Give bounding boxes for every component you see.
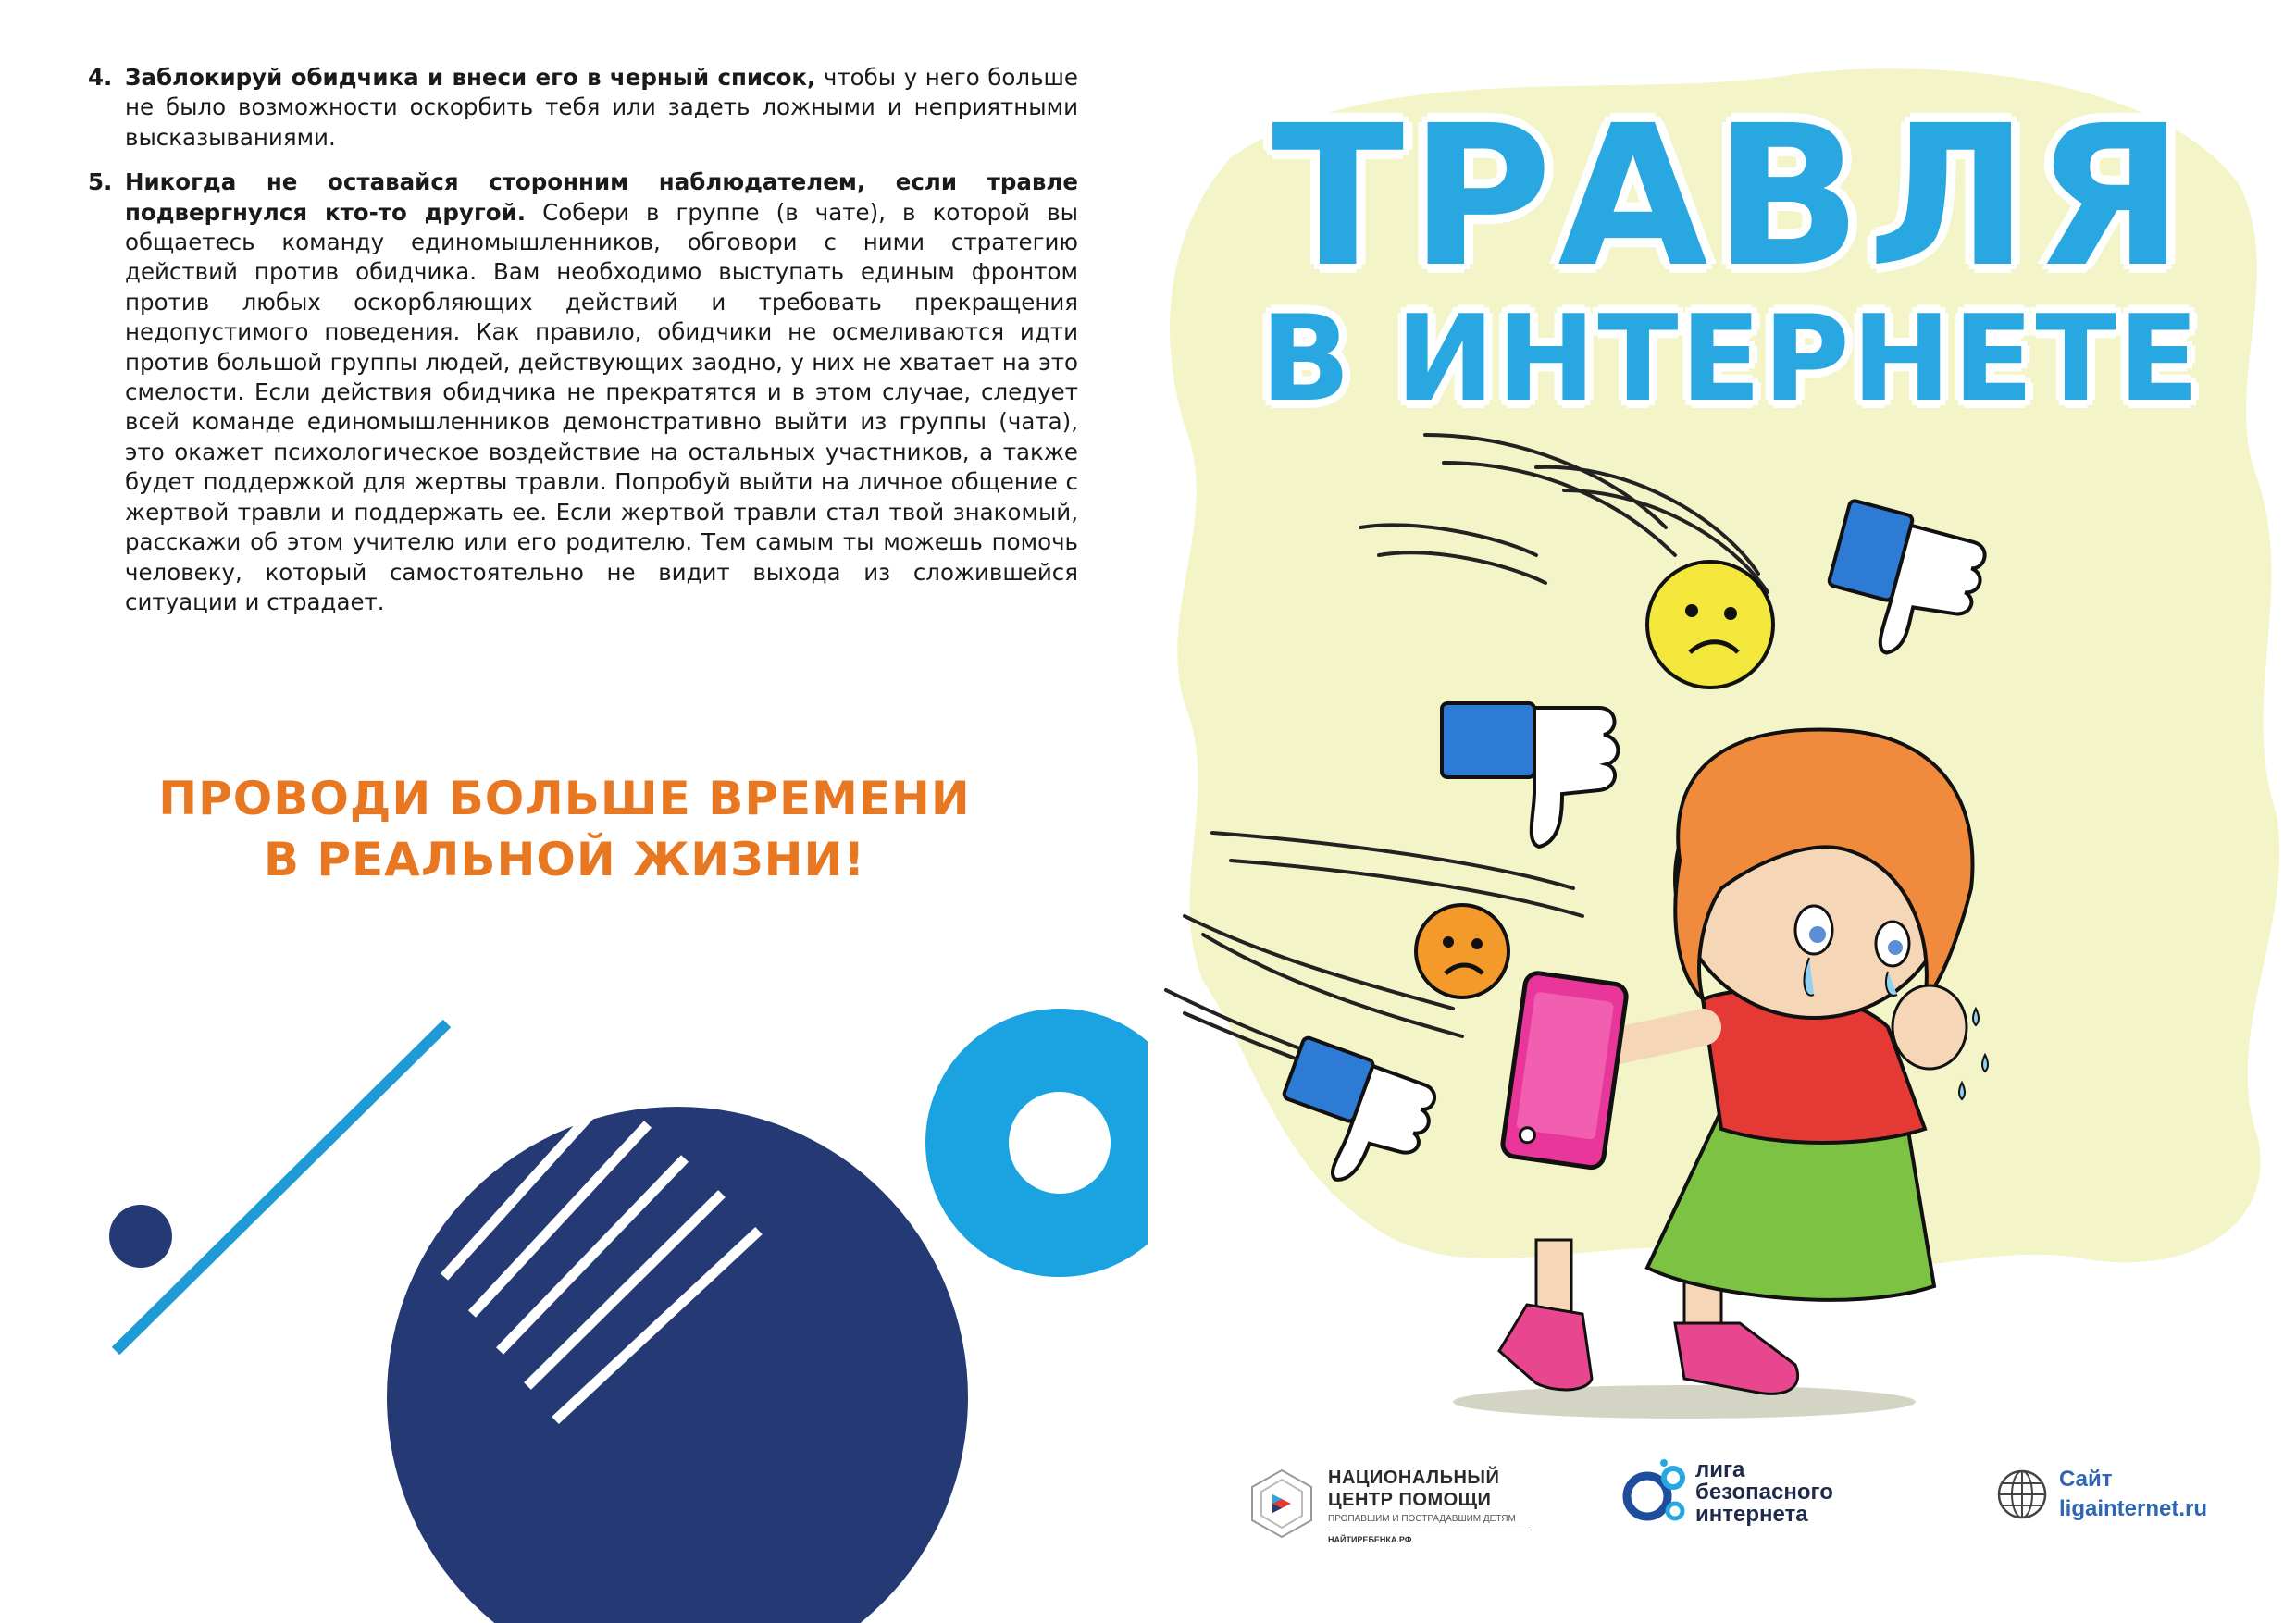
- tip-item-5: [88, 167, 1078, 617]
- slogan-line-2: В РЕАЛЬНОЙ ЖИЗНИ!: [263, 833, 866, 886]
- tip-body: Собери в группе (в чате), в которой вы общаетесь команду единомышленников, обговори с ними стратегию действий против обидчика. Вам необходимо выступать единым фронтом против любых оскорбляющих действий и требовать прекращения недопустимого поведения. Как правило, обидчики не осмеливаются идти против большой группы людей, действующих заодно, у них не хватает на это смелости. Если действия обидчика не прекратятся и в этом случае, следует всей команде единомышленников демонстративно выйти из группы (чата), это окажет психологическое воздействие на остальных участников, а также будет поддержкой для жертвы травли. Попробуй выйти на личное общение с жертвой травли и поддержать ее. Если жертвой травли стал твой знакомый, расскажи об этом учителю или его родителю. Тем самым ты можешь помочь человеку, который самостоятельно не видит выхода из сложившейся ситуации и страдает.: [125, 198, 1078, 615]
- diagonal-cyan-line: [116, 1023, 447, 1351]
- ncp-line-1: НАЦИОНАЛЬНЫЙ: [1328, 1468, 1500, 1488]
- sad-face-icon: [1416, 905, 1508, 997]
- slogan: [102, 768, 1027, 890]
- tip-heading: Заблокируй обидчика и внеси его в черный список,: [125, 64, 816, 91]
- sad-face-icon: [1647, 562, 1773, 688]
- liga-line-2: безопасного: [1695, 1480, 1833, 1505]
- title-line-1: ТРАВЛЯ: [1272, 83, 2190, 310]
- page-title: [1203, 83, 2258, 429]
- liga-text: [1695, 1459, 1862, 1526]
- tip-body: чтобы у него больше не было возможности оскорбить тебя или задеть ложными и неприятными высказываниями.: [125, 64, 1079, 151]
- partner-logos: [1148, 1439, 2296, 1578]
- small-navy-circle: [109, 1205, 172, 1268]
- slogan-line-1: ПРОВОДИ БОЛЬШЕ ВРЕМЕНИ: [158, 772, 971, 825]
- liga-logo: [1620, 1439, 1860, 1578]
- tip-number: 4.: [88, 64, 113, 91]
- title-line-2: В ИНТЕРНЕТЕ: [1260, 291, 2202, 428]
- site-link[interactable]: [1994, 1439, 2235, 1578]
- cyan-ring: [967, 1050, 1148, 1235]
- ncp-text: [1328, 1467, 1532, 1546]
- large-navy-circle: [387, 1107, 968, 1623]
- ncp-hexagon-icon: [1245, 1467, 1319, 1541]
- decorative-shapes: [0, 962, 1148, 1623]
- ncp-subtitle: ПРОПАВШИМ И ПОСТРАДАВШИМ ДЕТЯМ: [1328, 1513, 1532, 1530]
- site-url[interactable]: ligainternet.ru: [2059, 1496, 2208, 1521]
- tips-list: [88, 63, 1078, 632]
- liga-line-3: интернета: [1695, 1502, 1808, 1527]
- right-page: [1148, 0, 2296, 1623]
- ncp-line-2: ЦЕНТР ПОМОЩИ: [1328, 1490, 1492, 1510]
- liga-line-1: лига: [1695, 1457, 1745, 1482]
- tip-item-4: [88, 63, 1078, 153]
- site-text: [2059, 1465, 2244, 1524]
- ncp-logo: [1245, 1439, 1522, 1578]
- globe-icon: [1994, 1467, 2050, 1522]
- tip-heading: Никогда не оставайся сторонним наблюдателем, если травле подвергнулся кто-то другой.: [125, 168, 1078, 226]
- tip-number: 5.: [88, 168, 113, 196]
- site-label: Сайт: [2059, 1467, 2113, 1492]
- liga-molecule-icon: [1620, 1457, 1694, 1531]
- ncp-url[interactable]: НАЙТИРЕБЕНКА.РФ: [1328, 1535, 1412, 1544]
